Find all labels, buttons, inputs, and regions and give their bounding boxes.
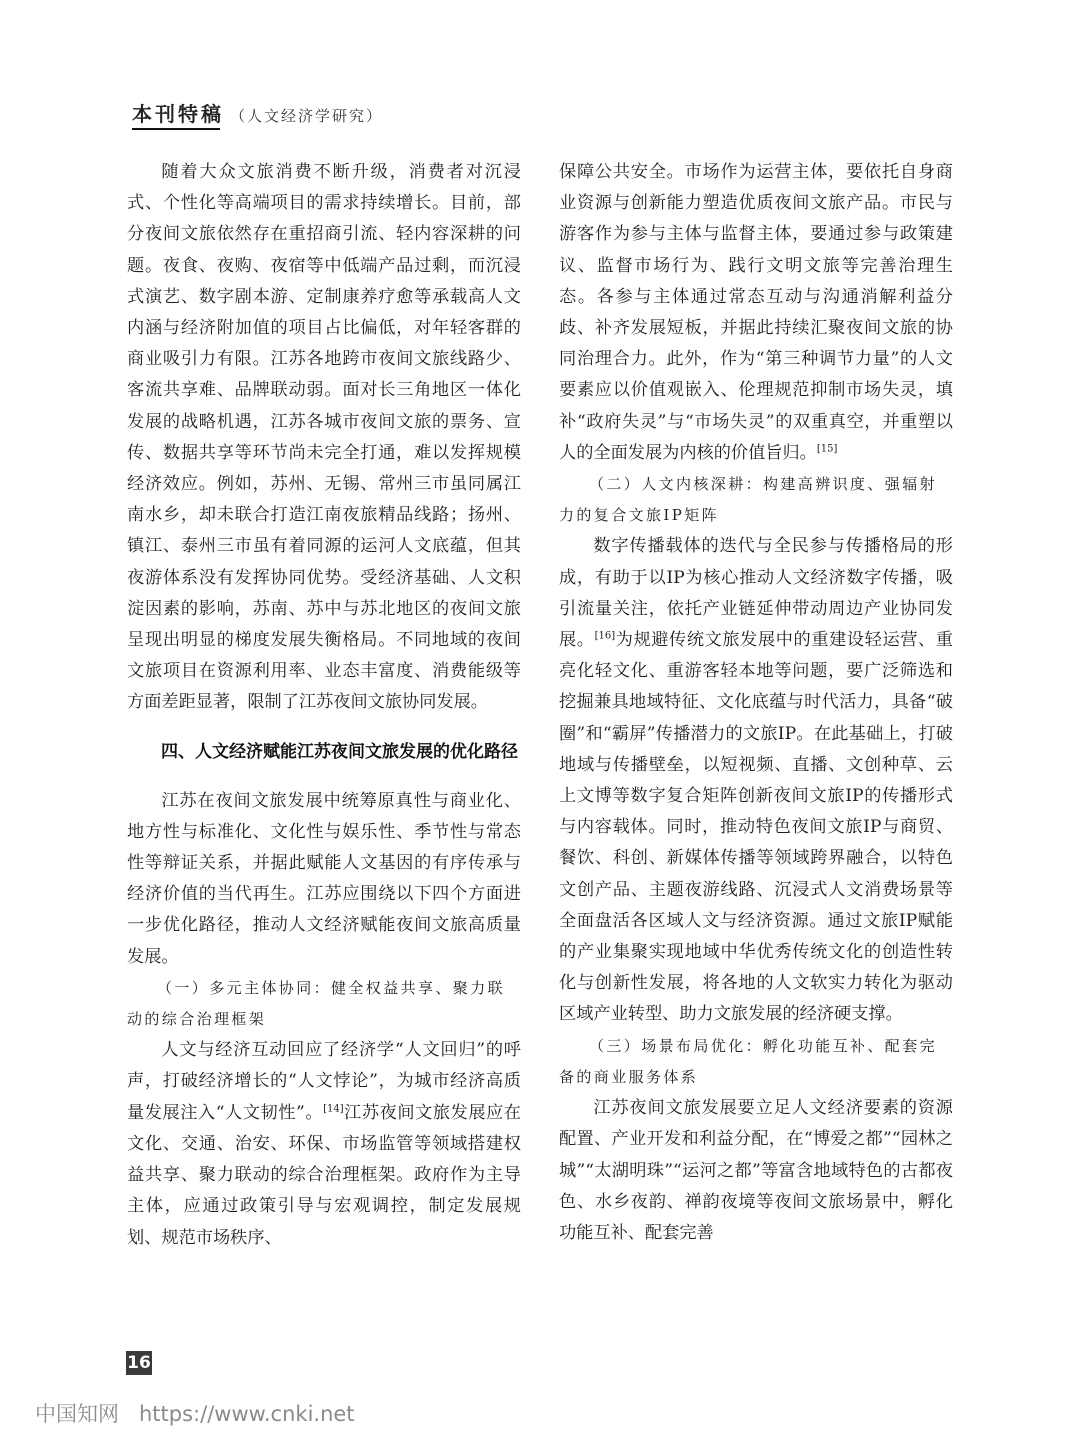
watermark-name: 中国知网 bbox=[35, 1402, 119, 1426]
paragraph-text: 为规避传统文旅发展中的重建设轻运营、重亮化轻文化、重游客轻本地等问题，要广泛筛选和挖掘兼具地域特征、文化底蕴与时代活力，具备“破圈”和“霸屏”传播潜力的文旅IP。在此基础上，打破地域与传播壁垒，以短视频、直播、文创种草、云上文博等数字复合矩阵创新夜间文旅IP的传播形式与内容载体。同时，推动特色夜间文旅IP与商贸、餐饮、科创、新媒体传播等领域跨界融合，以特色文创产品、主题夜游线路、沉浸式人文消费场景等全面盘活各区域人文与经济资源。通过文旅IP赋能的产业集聚实现地域中华优秀传统文化的创造性转化与创新性发展，将各地的人文软实力转化为驱动区域产业转型、助力文旅发展的经济硬支撑。 bbox=[559, 630, 953, 1025]
paragraph-text: 保障公共安全。市场作为运营主体，要依托自身商业资源与创新能力塑造优质夜间文旅产品。市民与游客作为参与主体与监督主体，要通过参与政策建议、监督市场行为、践行文明文旅等完善治理生态。各参与主体通过常态互动与沟通消解利益分歧、补齐发展短板，并据此持续汇聚夜间文旅的协同治理合力。此外，作为“第三种调节力量”的人文要素应以价值观嵌入、伦理规范抑制市场失灵，填补“政府失灵”与“市场失灵”的双重真空，并重塑以人的全面发展为内核的价值旨归。 bbox=[559, 162, 953, 463]
paragraph-text: 随着大众文旅消费不断升级，消费者对沉浸式、个性化等高端项目的需求持续增长。目前，部分夜间文旅依然存在重招商引流、轻内容深耕的问题。夜食、夜购、夜宿等中低端产品过剩，而沉浸式演艺、数字剧本游、定制康养疗愈等承载高人文内涵与经济附加值的项目占比偏低，对年轻客群的商业吸引力有限。江苏各地跨市夜间文旅线路少、客流共享难、品牌联动弱。面对长三角地区一体化发展的战略机遇，江苏各城市夜间文旅的票务、宣传、数据共享等环节尚未完全打通，难以发挥规模经济效应。例如，苏州、无锡、常州三市虽同属江南水乡，却未联合打造江南夜旅精品线路；扬州、镇江、泰州三市虽有着同源的运河人文底蕴，但其夜游体系没有发挥协同优势。受经济基础、人文积淀因素的影响，苏南、苏中与苏北地区的夜间文旅呈现出明显的梯度发展失衡格局。不同地域的夜间文旅项目在资源利用率、业态丰富度、消费能级等方面差距显著，限制了江苏夜间文旅协同发展。 bbox=[127, 162, 521, 713]
paragraph: 江苏夜间文旅发展要立足人文经济要素的资源配置、产业开发和利益分配，在“博爱之都”“园林之城”“太湖明珠”“运河之都”等富含地域特色的古都夜色、水乡夜韵、禅韵夜境等夜间文旅场景中，孵化功能互补、配套完善 bbox=[559, 1098, 953, 1243]
citation-14: [14] bbox=[323, 1102, 344, 1114]
paragraph: 江苏在夜间文旅发展中统筹原真性与商业化、地方性与标准化、文化性与娱乐性、季节性与常态性等辩证关系，并据此赋能人文基因的有序传承与经济价值的当代再生。江苏应围绕以下四个方面进一步优化路径，推动人文经济赋能夜间文旅高质量发展。 bbox=[127, 790, 521, 967]
citation-16: [16] bbox=[594, 630, 616, 642]
paragraph-text: 江苏夜间文旅发展应在文化、交通、治安、环保、市场监管等领域搭建权益共享、聚力联动的综合治理框架。政府作为主导主体，应通过政策引导与宏观调控，制定发展规划、规范市场秩序、 bbox=[127, 1102, 521, 1248]
subsection-heading: （三）场景布局优化：孵化功能互补、配套完备的商业服务体系 bbox=[559, 1036, 938, 1086]
paragraph bbox=[127, 1035, 521, 1253]
paragraph-text: 数字传播载体的迭代与全民参与传播格局的形成，有助于以IP为核心推动人文经济数字传播，吸引流量关注，依托产业链延伸带动周边产业协同发展。 bbox=[559, 536, 953, 651]
subsection-heading: （二）人文内核深耕：构建高辨识度、强辐射力的复合文旅IP矩阵 bbox=[559, 475, 938, 525]
section-heading: 四、人文经济赋能江苏夜间文旅发展的优化路径 bbox=[161, 741, 518, 762]
paragraph bbox=[559, 531, 953, 1030]
journal-column-title: 本刊特稿 bbox=[132, 102, 224, 126]
watermark-url: https://www.cnki.net bbox=[139, 1402, 355, 1426]
citation-15: [15] bbox=[816, 443, 838, 455]
journal-column-subtitle: （人文经济学研究） bbox=[230, 107, 384, 125]
page-number: 16 bbox=[127, 1353, 151, 1373]
left-column bbox=[127, 157, 521, 1254]
paragraph-text: 人文与经济互动回应了经济学“人文回归”的呼声，打破经济增长的“人文悖论”，为城市经济高质量发展注入“人文韧性”。 bbox=[127, 1040, 521, 1123]
source-watermark bbox=[35, 1398, 355, 1428]
header-underline bbox=[132, 128, 220, 130]
right-column bbox=[559, 157, 953, 1249]
subsection-heading: （一）多元主体协同：健全权益共享、聚力联动的综合治理框架 bbox=[127, 978, 506, 1029]
paragraph bbox=[127, 157, 521, 719]
running-header bbox=[132, 98, 552, 138]
paragraph bbox=[559, 157, 953, 469]
